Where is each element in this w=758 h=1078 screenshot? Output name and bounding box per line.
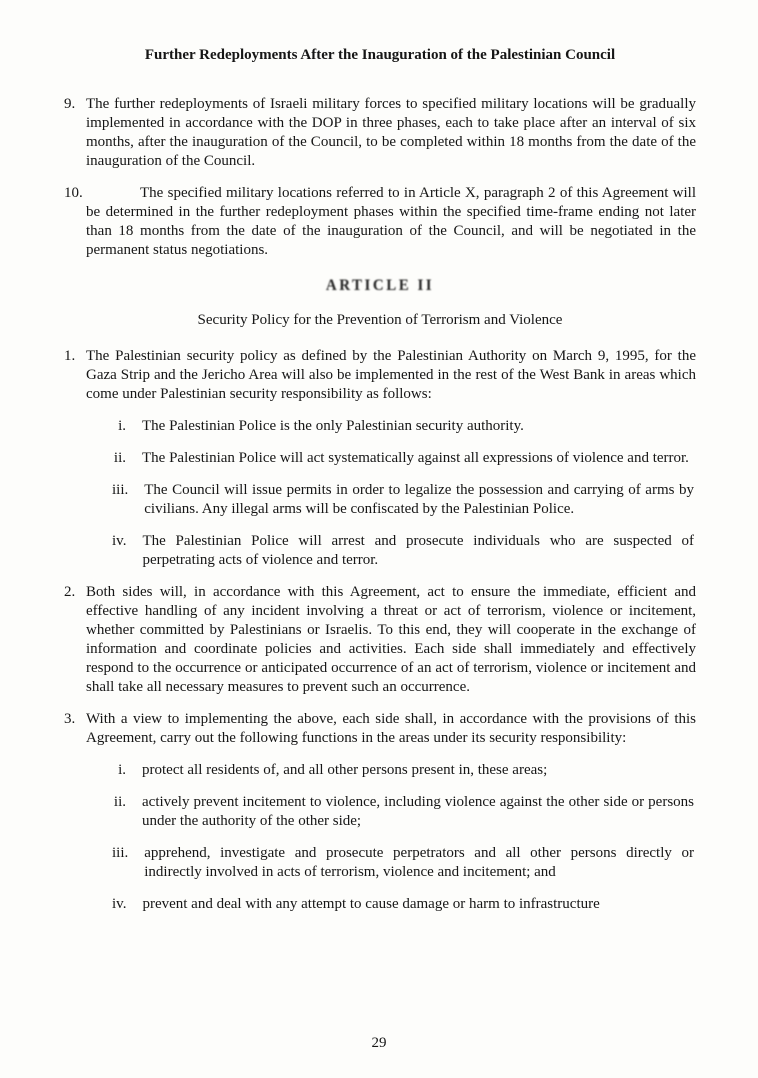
section-title-security-policy: Security Policy for the Prevention of Terrorism and Violence <box>197 312 563 328</box>
item-number: 2. <box>64 584 76 600</box>
item-text: With a view to implementing the above, each side shall, in accordance with the provisions of this Agreement, carry out the following functions in the areas under its security responsibility: <box>86 711 696 746</box>
sublist-item-1-ii <box>112 449 696 468</box>
sublist-item-3-ii <box>112 793 696 831</box>
item-text: Both sides will, in accordance with this Agreement, act to ensure the immediate, efficient and effective handling of any incident involving a threat or act of terrorism, violence or incitement, whether committed by Palestinians or Israelis. To this end, they will cooperate in the exchange of information and coordinate policies and activities. Each side shall immediately and effectively respond to the occurrence or anticipated occurrence of an act of terrorism, violence or incitement and shall take all necessary measures to prevent such an occurrence. <box>86 584 696 695</box>
subitem-number: iv. <box>112 896 127 912</box>
item-text: The further redeployments of Israeli military forces to specified military locations will be gradually implemented in accordance with the DOP in three phases, each to take place after an interval of six months, after the inauguration of the Council, to be completed within 18 months from the date of the inauguration of the Council. <box>86 96 696 169</box>
sublist-item-1-i <box>112 417 696 436</box>
subitem-text: protect all residents of, and all other persons present in, these areas; <box>142 762 548 778</box>
sublist-item-3-i <box>112 761 696 780</box>
item-text: The Palestinian security policy as defined by the Palestinian Authority on March 9, 1995, for the Gaza Strip and the Jericho Area will also be implemented in the rest of the West Bank in areas which come under Palestinian security responsibility as follows: <box>86 348 696 402</box>
subitem-text: prevent and deal with any attempt to cause damage or harm to infrastructure <box>142 896 600 912</box>
subitem-number: ii. <box>113 794 126 810</box>
item-number: 3. <box>64 711 76 727</box>
sublist-item-1-iv <box>112 532 696 570</box>
sublist-item-1-iii <box>112 481 696 519</box>
subitem-number: ii. <box>113 450 126 466</box>
subitem-number: iii. <box>112 482 129 498</box>
page-number: 29 <box>371 1035 387 1051</box>
subitem-number: iii. <box>112 845 129 861</box>
list-item-1 <box>64 347 696 404</box>
subitem-number: i. <box>118 762 126 778</box>
list-item-9 <box>64 95 696 171</box>
subitem-text: actively prevent incitement to violence, including violence against the other side or persons under the authority of the other side; <box>142 794 694 829</box>
subitem-text: apprehend, investigate and prosecute perpetrators and all other persons directly or indirectly involved in acts of terrorism, violence and incitement; and <box>144 845 694 880</box>
sublist-item-3-iii <box>112 844 696 882</box>
subitem-text: The Palestinian Police will arrest and prosecute individuals who are suspected of perpetrating acts of violence and terror. <box>142 533 694 568</box>
subitem-text: The Palestinian Police is the only Palestinian security authority. <box>142 418 524 434</box>
subitem-number: iv. <box>112 533 127 549</box>
subitem-text: The Palestinian Police will act systematically against all expressions of violence and terror. <box>142 450 689 466</box>
article-heading-degraded: ARTICLE II <box>325 277 435 295</box>
item-number: 10. <box>64 185 83 201</box>
subitem-text: The Council will issue permits in order to legalize the possession and carrying of arms by civilians. Any illegal arms will be confiscated by the Palestinian Police. <box>144 482 694 517</box>
item-number: 9. <box>64 96 76 112</box>
list-item-3 <box>64 710 696 748</box>
subitem-number: i. <box>118 418 126 434</box>
list-item-2 <box>64 583 696 697</box>
section-title-further-redeployments: Further Redeployments After the Inauguration of the Palestinian Council <box>144 47 616 63</box>
item-text: The specified military locations referred to in Article X, paragraph 2 of this Agreement will be determined in the further redeployment phases within the specified time-frame ending not later than 18 months from the date of the inauguration of the Council, and will be negotiated in the permanent status negotiations. <box>86 185 696 258</box>
list-item-10 <box>64 184 696 260</box>
sublist-item-3-iv <box>112 895 696 914</box>
item-number: 1. <box>64 348 76 364</box>
